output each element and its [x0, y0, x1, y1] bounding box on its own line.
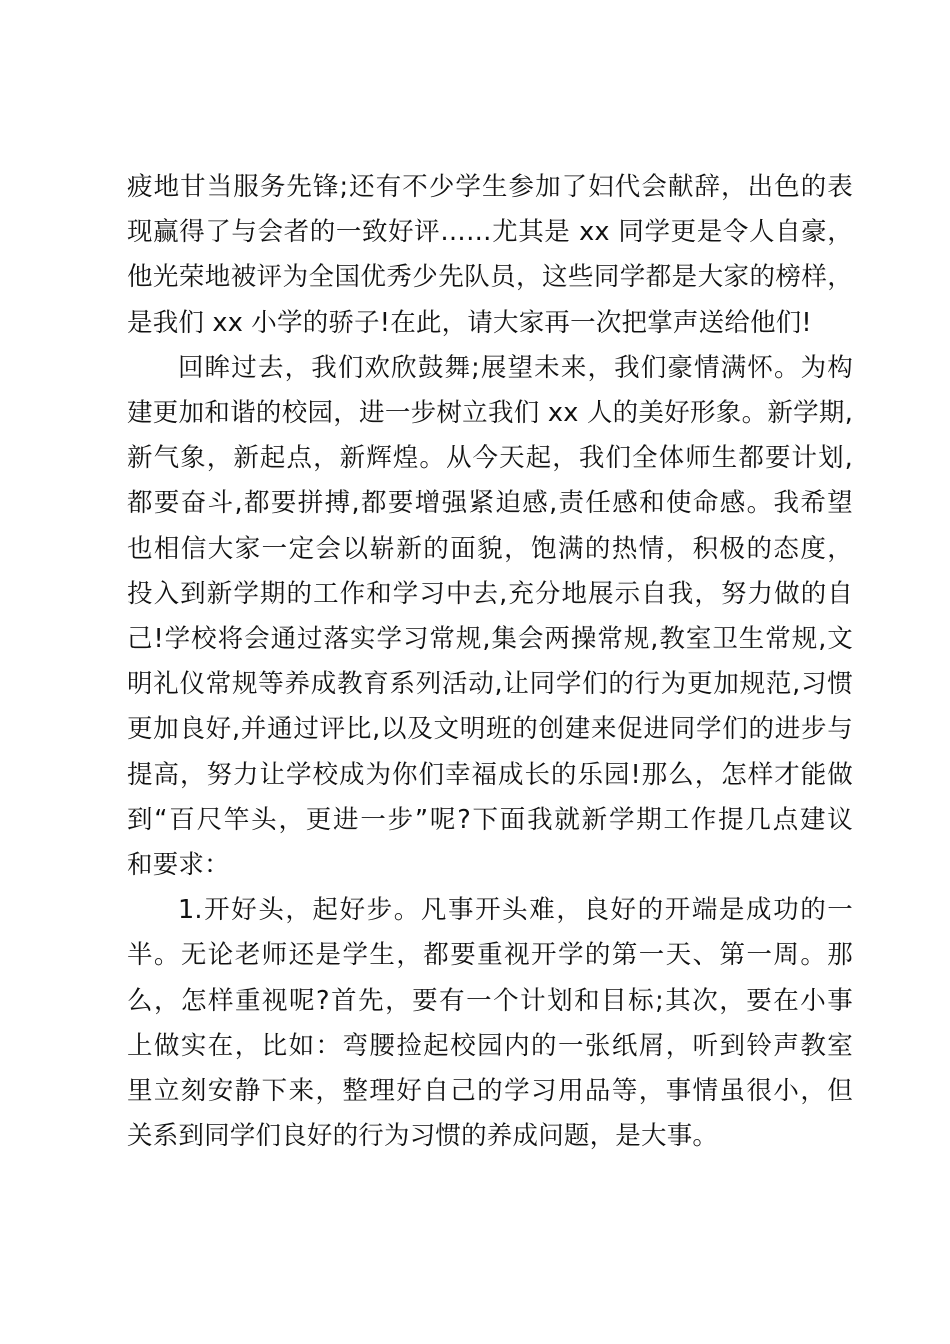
text-line: 明礼仪常规等养成教育系列活动,让同学们的行为更加规范,习惯	[127, 669, 853, 700]
text-line: 是我们 xx 小学的骄子!在此，请大家再一次把掌声送给他们!	[127, 307, 812, 338]
text-line: 投入到新学期的工作和学习中去,充分地展示自我，努力做的自	[127, 578, 853, 609]
text-line: 己!学校将会通过落实学习常规,集会两操常规,教室卫生常规,文	[127, 624, 853, 655]
paragraph-1	[127, 165, 853, 346]
text-line: 回眸过去，我们欢欣鼓舞;展望未来，我们豪情满怀。为构	[178, 352, 853, 383]
paragraph-3	[127, 888, 853, 1159]
text-line: 现赢得了与会者的一致好评……尤其是 xx 同学更是令人自豪，	[127, 217, 853, 248]
text-line: 新气象，新起点，新辉煌。从今天起，我们全体师生都要计划,	[127, 443, 853, 474]
text-line: 关系到同学们良好的行为习惯的养成问题，是大事。	[127, 1121, 719, 1152]
paragraph-2	[127, 346, 853, 888]
text-line: 上做实在，比如：弯腰捡起校园内的一张纸屑，听到铃声教室	[127, 1030, 853, 1061]
text-line: 更加良好,并通过评比,以及文明班的创建来促进同学们的进步与	[127, 714, 853, 745]
text-line: 半。无论老师还是学生，都要重视开学的第一天、第一周。那	[127, 940, 853, 971]
text-line: 他光荣地被评为全国优秀少先队员，这些同学都是大家的榜样，	[127, 262, 853, 293]
text-line: 到“百尺竿头，更进一步”呢?下面我就新学期工作提几点建议	[127, 804, 853, 835]
body-text	[127, 165, 853, 1159]
text-line: 都要奋斗,都要拼搏,都要增强紧迫感,责任感和使命感。我希望	[127, 488, 853, 519]
text-line: 里立刻安静下来，整理好自己的学习用品等，事情虽很小，但	[127, 1076, 853, 1107]
text-line: 疲地甘当服务先锋;还有不少学生参加了妇代会献辞，出色的表	[127, 172, 853, 202]
text-line: 建更加和谐的校园，进一步树立我们 xx 人的美好形象。新学期,	[127, 398, 853, 429]
text-line: 和要求：	[127, 850, 230, 881]
text-line: 提高，努力让学校成为你们幸福成长的乐园!那么，怎样才能做	[127, 759, 853, 790]
text-line: 1.开好头，起好步。凡事开头难，良好的开端是成功的一	[178, 895, 853, 926]
text-line: 也相信大家一定会以崭新的面貌，饱满的热情，积极的态度，	[127, 533, 853, 564]
text-line: 么，怎样重视呢?首先，要有一个计划和目标;其次，要在小事	[127, 985, 853, 1016]
